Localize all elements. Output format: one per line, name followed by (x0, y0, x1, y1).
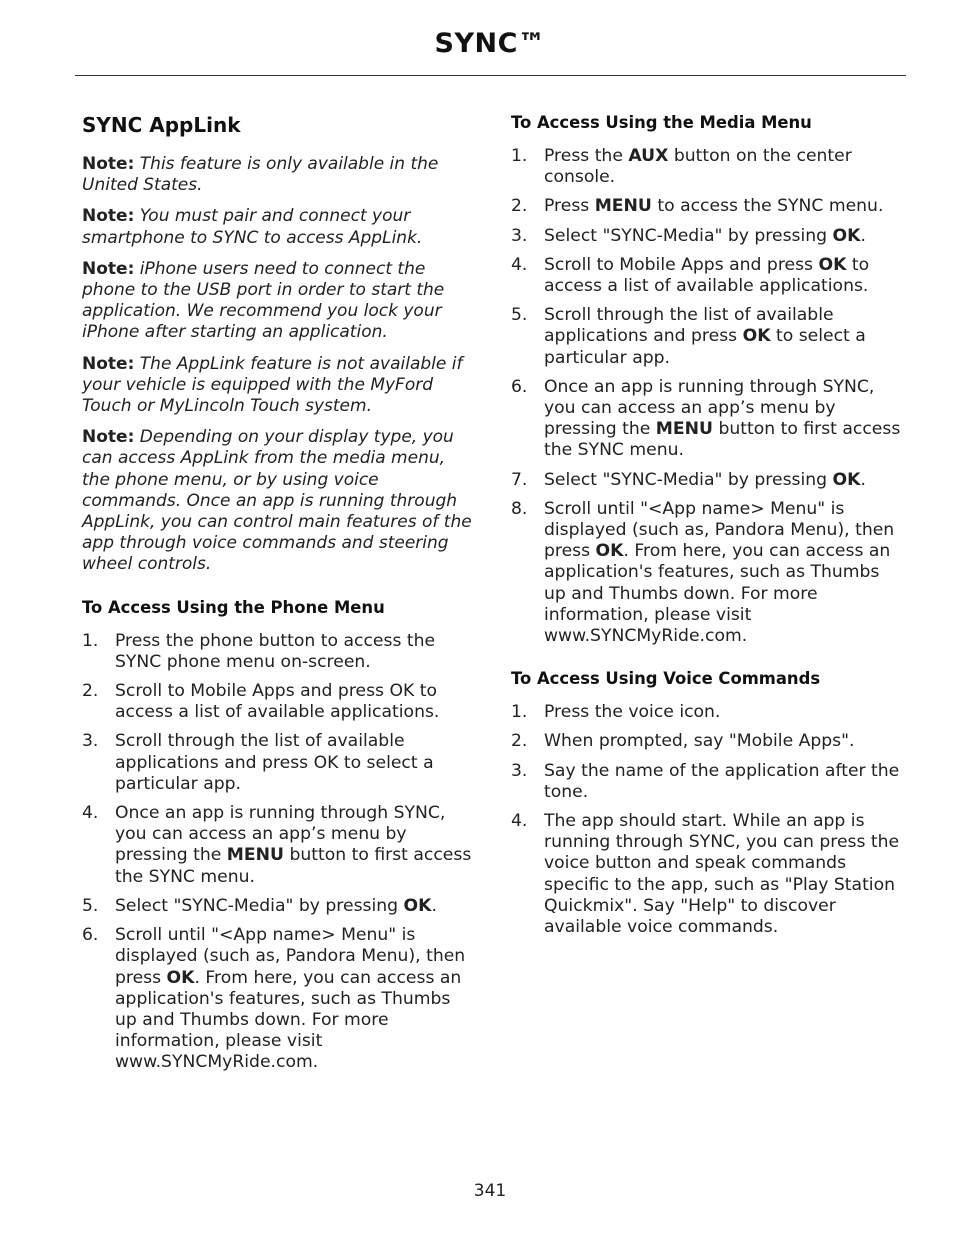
step-number: 4. (82, 803, 99, 824)
list-item (511, 196, 905, 217)
step-text: . (431, 895, 437, 916)
note-label: Note: (82, 353, 135, 374)
step-number: 4. (511, 811, 528, 832)
step-text: When prompted, say "Mobile Apps". (544, 731, 855, 752)
step-number: 7. (511, 469, 528, 490)
note-text: iPhone users need to connect the phone to the USB port in order to start the application. We recommend you lock your iPhone after starting an application. (82, 258, 445, 343)
list-item (511, 811, 905, 938)
step-number: 5. (82, 895, 99, 916)
note (82, 206, 474, 248)
button-name: OK (832, 225, 861, 246)
step-number: 8. (511, 498, 528, 519)
step-text: Once an app is running through SYNC, you can access an app’s menu by pressing the (544, 376, 875, 440)
list-item (511, 470, 905, 491)
step-text: . (860, 469, 866, 490)
step-number: 6. (82, 925, 99, 946)
phone-menu-heading: To Access Using the Phone Menu (82, 597, 385, 617)
step-number: 6. (511, 376, 528, 397)
list-item (82, 731, 474, 795)
step-text: Say the name of the application after the tone. (544, 760, 900, 802)
page-number: 341 (473, 1181, 507, 1201)
button-name: AUX (628, 146, 669, 166)
list-item (82, 631, 474, 673)
note-label: Note: (82, 427, 135, 448)
list-item (511, 377, 905, 462)
step-text: Scroll until "<App name> Menu" is displayed (such as, Pandora Menu), then press (115, 925, 466, 988)
list-item (511, 226, 905, 247)
button-name: OK (595, 541, 624, 562)
step-text: button on the center console. (544, 146, 852, 188)
step-text: Scroll to Mobile Apps and press OK to access a list of available applications. (115, 681, 440, 723)
list-item (511, 499, 905, 647)
step-text: Press the voice icon. (544, 702, 721, 723)
step-number: 3. (511, 760, 528, 781)
step-number: 5. (511, 305, 528, 326)
note-text: You must pair and connect your smartphone to SYNC to access AppLink. (82, 206, 423, 248)
button-name: MENU (226, 845, 284, 866)
note (82, 427, 474, 575)
list-item (511, 255, 905, 297)
list-item (511, 305, 905, 369)
step-text: . From here, you can access an application's features, such as Thumbs up and Thumbs down. For more information, please visit www.SYNCMyRide.com. (115, 967, 462, 1073)
button-name: OK (818, 254, 847, 275)
media-menu-steps (511, 146, 905, 647)
step-number: 1. (511, 146, 528, 166)
voice-commands-steps (511, 702, 905, 938)
step-text: to select a particular app. (544, 326, 866, 368)
step-text: Press the phone button to access the SYNC phone menu on-screen. (115, 630, 436, 672)
step-text: button to first access the SYNC menu. (544, 419, 901, 461)
note-label: Note: (82, 154, 135, 174)
button-name: OK (166, 967, 195, 988)
step-text: to access a list of available applications. (544, 254, 870, 297)
list-item (82, 803, 474, 888)
section-title: SYNC AppLink (82, 113, 241, 137)
note-label: Note: (82, 258, 135, 279)
step-number: 2. (511, 196, 528, 217)
step-text: . (860, 225, 866, 246)
step-text: Select "SYNC-Media" by pressing (544, 469, 833, 490)
list-item (511, 702, 905, 723)
step-text: button to first access the SYNC menu. (115, 845, 472, 887)
list-item (82, 925, 474, 1073)
step-text: Once an app is running through SYNC, you can access an app’s menu by pressing the (115, 803, 446, 866)
step-text: Scroll to Mobile Apps and press (544, 254, 819, 275)
button-name: OK (742, 326, 771, 347)
note-text: Depending on your display type, you can access AppLink from the media menu, the phone menu, or by using voice commands. Once an app is running through AppLink, you can control main features of the app through voice commands and steering wheel controls. (82, 427, 472, 575)
step-number: 3. (82, 731, 99, 752)
step-text: Scroll through the list of available applications and press OK to select a particular app. (115, 731, 434, 794)
step-number: 1. (511, 702, 528, 723)
header-divider (75, 75, 906, 76)
step-text: The app should start. While an app is running through SYNC, you can press the voice button and speak commands specific to the app, such as "Play Station Quickmix". Say "Help" to discover available voice commands. (544, 811, 900, 938)
step-number: 2. (511, 731, 528, 752)
step-number: 3. (511, 225, 528, 246)
phone-menu-steps (82, 631, 474, 1074)
step-text: to access the SYNC menu. (651, 196, 884, 217)
voice-commands-heading: To Access Using Voice Commands (511, 669, 821, 689)
step-number: 1. (82, 630, 99, 651)
button-name: MENU (594, 196, 652, 217)
step-number: 4. (511, 254, 528, 275)
step-text: Select "SYNC-Media" by pressing (544, 225, 833, 246)
list-item (82, 896, 474, 917)
button-name: OK (832, 469, 861, 490)
left-column (82, 113, 474, 1082)
step-text: Scroll through the list of available applications and press (544, 305, 834, 347)
right-column (511, 113, 905, 946)
list-item (511, 731, 905, 752)
note (82, 259, 474, 344)
note (82, 354, 474, 418)
step-text: Scroll until "<App name> Menu" is displayed (such as, Pandora Menu), then press (544, 498, 895, 562)
step-number: 2. (82, 681, 99, 702)
step-text: Press the (544, 146, 629, 166)
step-text: . From here, you can access an application's features, such as Thumbs up and Thumbs down. For more information, please visit www.SYNCMyRide.com. (544, 541, 891, 647)
note-text: The AppLink feature is not available if your vehicle is equipped with the MyFord Touch or MyLincoln Touch system. (82, 353, 463, 417)
media-menu-heading: To Access Using the Media Menu (511, 113, 812, 132)
note-text: This feature is only available in the United States. (82, 154, 439, 196)
button-name: MENU (655, 419, 713, 440)
note (82, 154, 474, 196)
button-name: OK (403, 895, 432, 916)
note-label: Note: (82, 206, 135, 227)
list-item (511, 761, 905, 803)
page-title: SYNC™ (434, 28, 546, 59)
list-item (511, 146, 905, 188)
step-text: Select "SYNC-Media" by pressing (115, 895, 404, 916)
step-text: Press (544, 196, 595, 217)
list-item (82, 681, 474, 723)
